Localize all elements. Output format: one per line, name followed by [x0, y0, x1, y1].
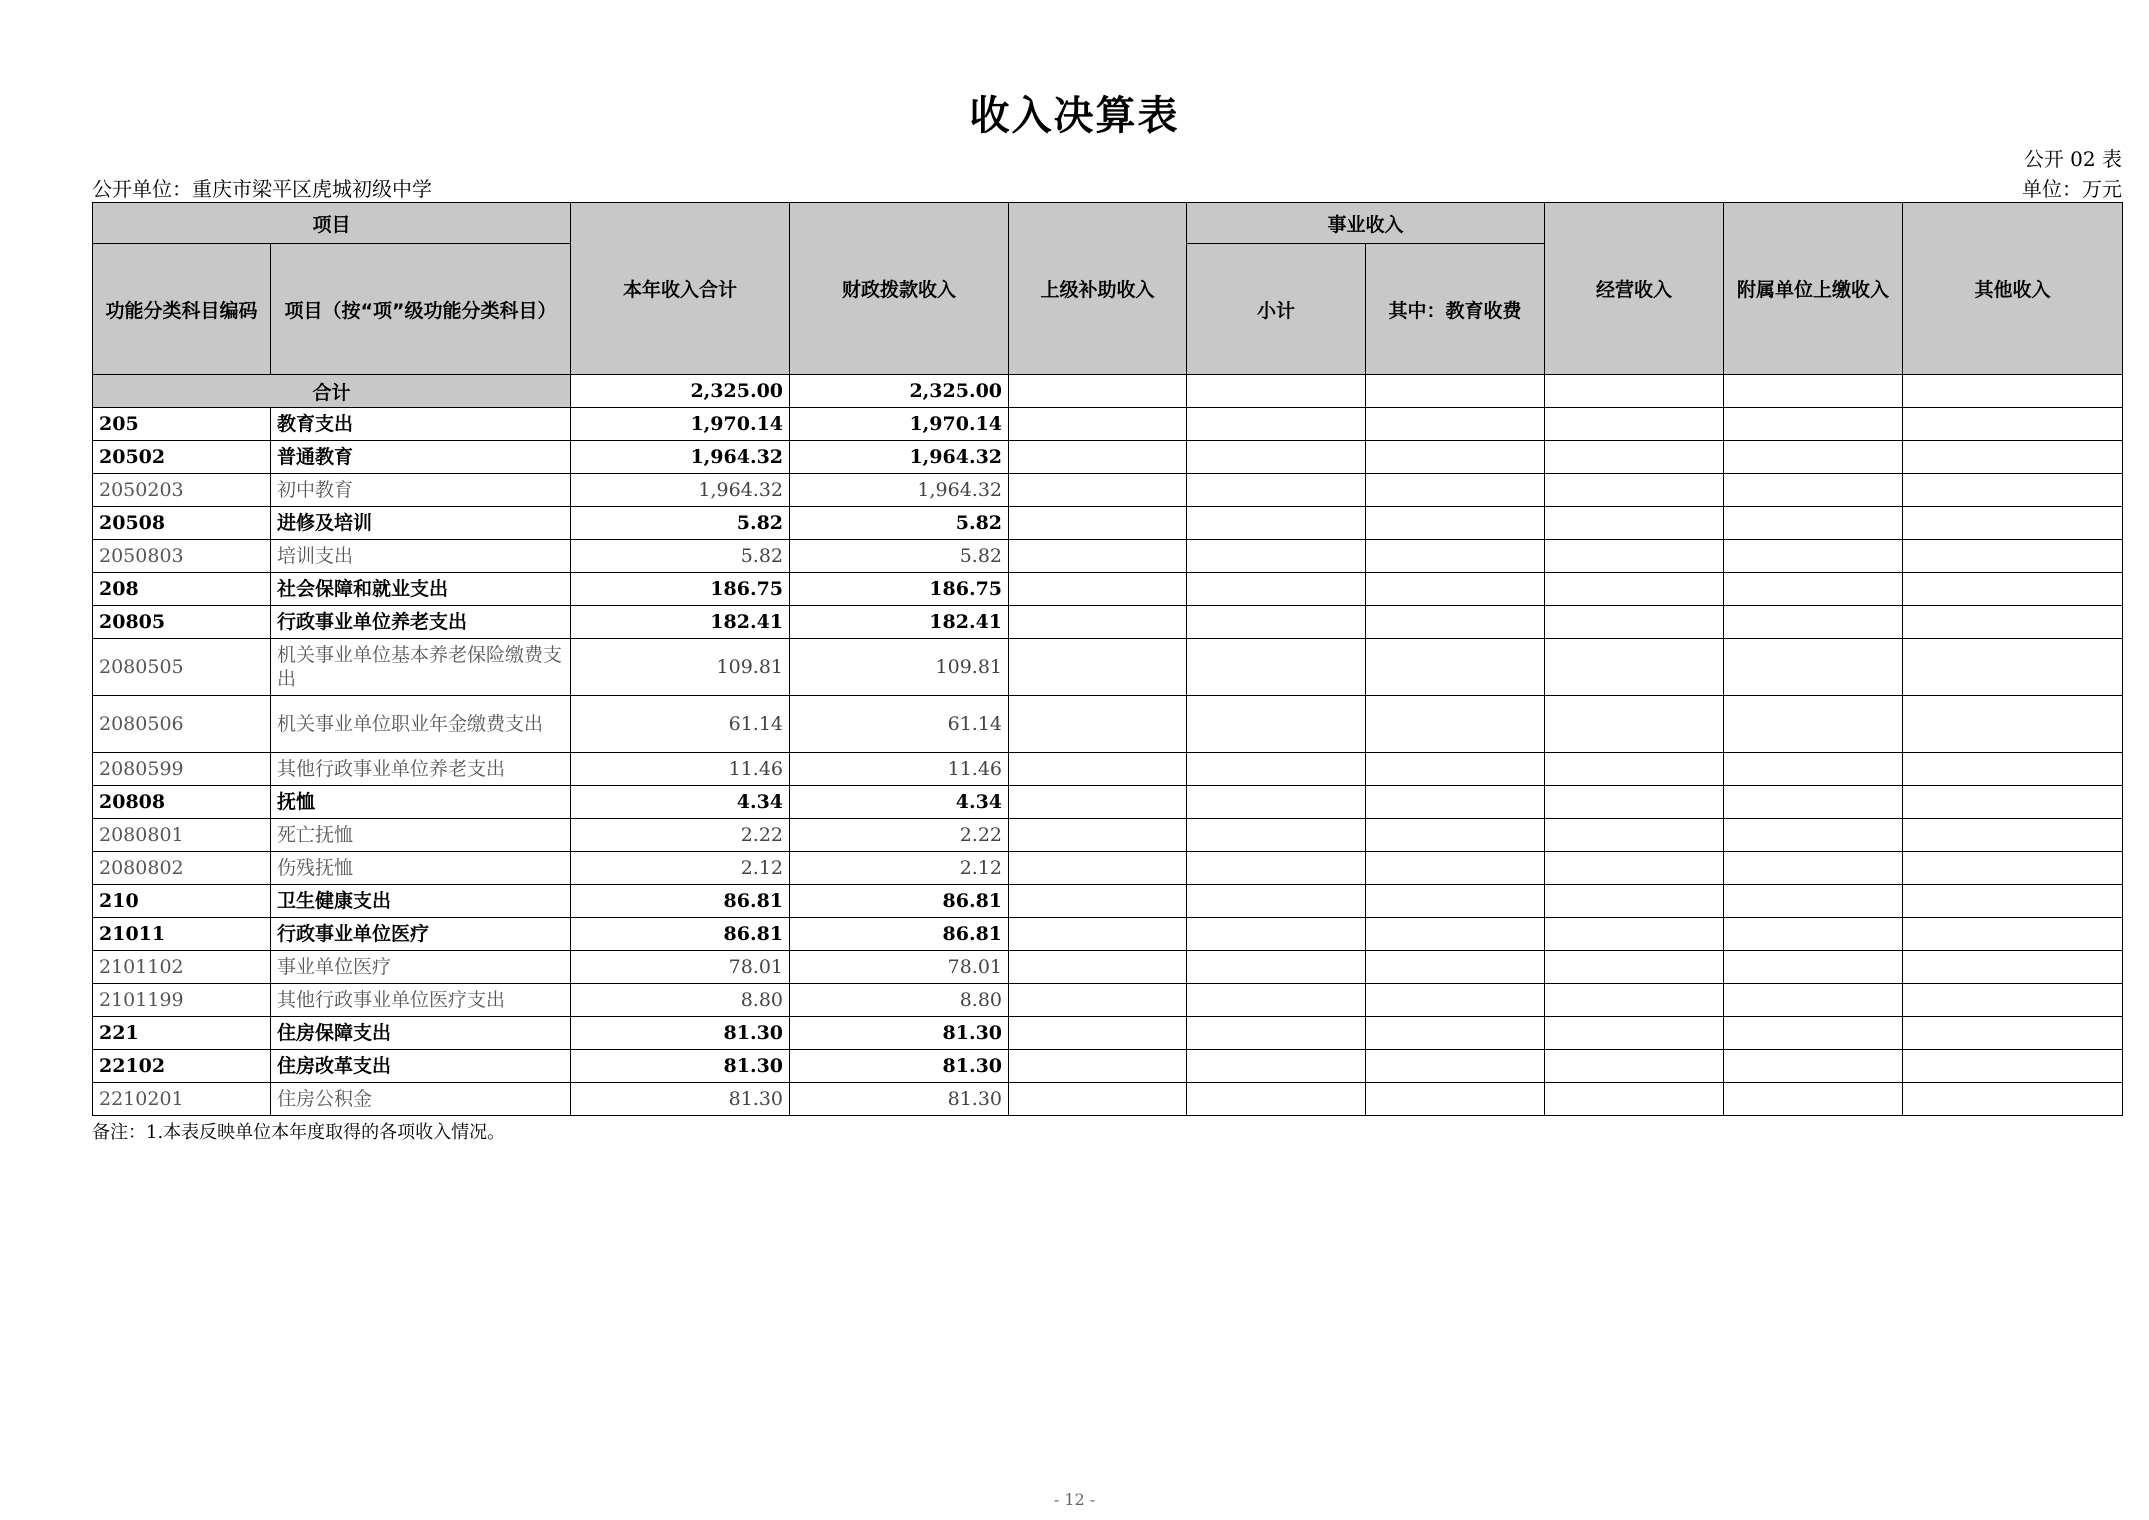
- row-name: 行政事业单位养老支出: [271, 606, 571, 639]
- row-code: 2050203: [93, 474, 271, 507]
- row-total-income: 186.75: [571, 573, 790, 606]
- cell-empty: [1903, 885, 2123, 918]
- cell-empty: [1903, 540, 2123, 573]
- cell-empty: [1545, 885, 1724, 918]
- row-total-income: 61.14: [571, 696, 790, 753]
- cell-empty: [1009, 507, 1187, 540]
- row-name: 住房改革支出: [271, 1050, 571, 1083]
- cell-empty: [1187, 696, 1366, 753]
- cell-empty: [1545, 540, 1724, 573]
- table-row: [93, 753, 2123, 786]
- cell-empty: [1724, 951, 1903, 984]
- cell-empty: [1724, 639, 1903, 696]
- cell-empty: [1903, 375, 2123, 408]
- row-name: 事业单位医疗: [271, 951, 571, 984]
- table-row: [93, 984, 2123, 1017]
- cell-empty: [1366, 474, 1545, 507]
- cell-empty: [1366, 408, 1545, 441]
- cell-empty: [1187, 984, 1366, 1017]
- table-row: [93, 918, 2123, 951]
- row-name: 进修及培训: [271, 507, 571, 540]
- unit-label: 单位：万元: [2022, 177, 2122, 201]
- row-total-income: 11.46: [571, 753, 790, 786]
- row-total-income: 5.82: [571, 540, 790, 573]
- cell-empty: [1366, 984, 1545, 1017]
- row-fiscal: 4.34: [790, 786, 1009, 819]
- cell-empty: [1187, 606, 1366, 639]
- cell-empty: [1366, 951, 1545, 984]
- row-total-income: 1,964.32: [571, 441, 790, 474]
- cell-empty: [1009, 918, 1187, 951]
- row-total-income: 81.30: [571, 1083, 790, 1116]
- row-name: 机关事业单位基本养老保险缴费支出: [271, 639, 571, 696]
- cell-empty: [1187, 507, 1366, 540]
- row-fiscal: 1,964.32: [790, 474, 1009, 507]
- row-total-income: 86.81: [571, 918, 790, 951]
- row-fiscal: 182.41: [790, 606, 1009, 639]
- row-code: 2101102: [93, 951, 271, 984]
- cell-empty: [1724, 918, 1903, 951]
- row-code: 208: [93, 573, 271, 606]
- row-fiscal: 8.80: [790, 984, 1009, 1017]
- row-name: 死亡抚恤: [271, 819, 571, 852]
- row-total-income: 81.30: [571, 1050, 790, 1083]
- header-other: 其他收入: [1903, 203, 2123, 375]
- cell-empty: [1366, 786, 1545, 819]
- cell-empty: [1187, 375, 1366, 408]
- cell-empty: [1724, 885, 1903, 918]
- cell-empty: [1903, 606, 2123, 639]
- row-fiscal: 2.22: [790, 819, 1009, 852]
- cell-empty: [1366, 696, 1545, 753]
- row-fiscal: 86.81: [790, 918, 1009, 951]
- row-fiscal: 61.14: [790, 696, 1009, 753]
- row-fiscal: 1,970.14: [790, 408, 1009, 441]
- row-code: 2080599: [93, 753, 271, 786]
- cell-empty: [1009, 441, 1187, 474]
- cell-empty: [1903, 753, 2123, 786]
- row-code: 20808: [93, 786, 271, 819]
- cell-empty: [1545, 753, 1724, 786]
- cell-empty: [1009, 852, 1187, 885]
- cell-empty: [1903, 1083, 2123, 1116]
- cell-empty: [1366, 918, 1545, 951]
- row-name: 伤残抚恤: [271, 852, 571, 885]
- row-total-income: 5.82: [571, 507, 790, 540]
- page-number: - 12 -: [1053, 1490, 1096, 1509]
- row-total-income: 182.41: [571, 606, 790, 639]
- cell-empty: [1545, 819, 1724, 852]
- cell-empty: [1903, 1017, 2123, 1050]
- cell-empty: [1545, 375, 1724, 408]
- cell-empty: [1724, 753, 1903, 786]
- cell-empty: [1903, 639, 2123, 696]
- row-total-income: 78.01: [571, 951, 790, 984]
- row-code: 20502: [93, 441, 271, 474]
- table-row: [93, 852, 2123, 885]
- cell-empty: [1366, 1083, 1545, 1116]
- cell-empty: [1903, 441, 2123, 474]
- cell-empty: [1366, 606, 1545, 639]
- cell-empty: [1545, 507, 1724, 540]
- cell-empty: [1009, 408, 1187, 441]
- row-name: 住房保障支出: [271, 1017, 571, 1050]
- row-total-income: 86.81: [571, 885, 790, 918]
- row-name: 教育支出: [271, 408, 571, 441]
- cell-empty: [1187, 573, 1366, 606]
- cell-empty: [1187, 639, 1366, 696]
- row-name: 社会保障和就业支出: [271, 573, 571, 606]
- cell-empty: [1187, 1017, 1366, 1050]
- cell-empty: [1366, 375, 1545, 408]
- cell-empty: [1009, 1083, 1187, 1116]
- row-total-income: 1,964.32: [571, 474, 790, 507]
- row-name: 行政事业单位医疗: [271, 918, 571, 951]
- row-code: 22102: [93, 1050, 271, 1083]
- row-fiscal: 81.30: [790, 1050, 1009, 1083]
- cell-empty: [1903, 819, 2123, 852]
- cell-empty: [1724, 606, 1903, 639]
- cell-empty: [1366, 852, 1545, 885]
- cell-empty: [1187, 786, 1366, 819]
- cell-empty: [1545, 786, 1724, 819]
- table-row: [93, 819, 2123, 852]
- table-row: [93, 786, 2123, 819]
- row-fiscal: 5.82: [790, 540, 1009, 573]
- cell-empty: [1545, 474, 1724, 507]
- table-row: [93, 408, 2123, 441]
- cell-empty: [1009, 984, 1187, 1017]
- cell-empty: [1724, 984, 1903, 1017]
- cell-empty: [1366, 1017, 1545, 1050]
- cell-empty: [1009, 819, 1187, 852]
- cell-empty: [1545, 984, 1724, 1017]
- row-fiscal: 86.81: [790, 885, 1009, 918]
- row-fiscal: 5.82: [790, 507, 1009, 540]
- row-name: 培训支出: [271, 540, 571, 573]
- cell-empty: [1903, 984, 2123, 1017]
- header-affiliated: 附属单位上缴收入: [1724, 203, 1903, 375]
- cell-empty: [1545, 573, 1724, 606]
- row-fiscal: 2.12: [790, 852, 1009, 885]
- row-name: 其他行政事业单位医疗支出: [271, 984, 571, 1017]
- cell-empty: [1724, 375, 1903, 408]
- row-code: 2080801: [93, 819, 271, 852]
- cell-empty: [1724, 573, 1903, 606]
- total-fiscal-value: 2,325.00: [790, 375, 1009, 408]
- row-fiscal: 81.30: [790, 1083, 1009, 1116]
- row-fiscal: 109.81: [790, 639, 1009, 696]
- row-code: 210: [93, 885, 271, 918]
- cell-empty: [1366, 753, 1545, 786]
- table-row: [93, 1017, 2123, 1050]
- cell-empty: [1009, 786, 1187, 819]
- row-code: 20508: [93, 507, 271, 540]
- row-code: 221: [93, 1017, 271, 1050]
- cell-empty: [1903, 1050, 2123, 1083]
- org-label: 公开单位：重庆市梁平区虎城初级中学: [92, 177, 432, 201]
- row-fiscal: 81.30: [790, 1017, 1009, 1050]
- table-row: [93, 951, 2123, 984]
- cell-empty: [1366, 885, 1545, 918]
- cell-empty: [1187, 441, 1366, 474]
- table-row: [93, 474, 2123, 507]
- cell-empty: [1009, 540, 1187, 573]
- cell-empty: [1187, 753, 1366, 786]
- cell-empty: [1903, 951, 2123, 984]
- cell-empty: [1187, 1050, 1366, 1083]
- cell-empty: [1545, 606, 1724, 639]
- cell-empty: [1366, 639, 1545, 696]
- row-fiscal: 78.01: [790, 951, 1009, 984]
- cell-empty: [1009, 1017, 1187, 1050]
- row-code: 2210201: [93, 1083, 271, 1116]
- cell-empty: [1187, 852, 1366, 885]
- cell-empty: [1903, 573, 2123, 606]
- header-project: 项目: [93, 203, 571, 244]
- cell-empty: [1187, 540, 1366, 573]
- cell-empty: [1009, 951, 1187, 984]
- row-code: 20805: [93, 606, 271, 639]
- header-fiscal: 财政拨款收入: [790, 203, 1009, 375]
- header-total-income: 本年收入合计: [571, 203, 790, 375]
- row-code: 2080802: [93, 852, 271, 885]
- cell-empty: [1724, 786, 1903, 819]
- table-row: [93, 606, 2123, 639]
- cell-empty: [1724, 1083, 1903, 1116]
- header-subtotal: 小计: [1187, 244, 1366, 375]
- cell-empty: [1187, 474, 1366, 507]
- cell-empty: [1009, 696, 1187, 753]
- cell-empty: [1545, 441, 1724, 474]
- cell-empty: [1009, 606, 1187, 639]
- cell-empty: [1187, 885, 1366, 918]
- row-total-income: 1,970.14: [571, 408, 790, 441]
- row-code: 21011: [93, 918, 271, 951]
- cell-empty: [1903, 918, 2123, 951]
- row-code: 2050803: [93, 540, 271, 573]
- row-total-income: 109.81: [571, 639, 790, 696]
- cell-empty: [1724, 540, 1903, 573]
- table-code: 公开 02 表: [2023, 147, 2122, 171]
- table-row: [93, 885, 2123, 918]
- header-business-group: 事业收入: [1187, 203, 1545, 244]
- row-total-income: 8.80: [571, 984, 790, 1017]
- row-name: 卫生健康支出: [271, 885, 571, 918]
- row-name: 初中教育: [271, 474, 571, 507]
- cell-empty: [1545, 852, 1724, 885]
- cell-empty: [1545, 951, 1724, 984]
- cell-empty: [1903, 786, 2123, 819]
- cell-empty: [1724, 507, 1903, 540]
- header-code: 功能分类科目编码: [93, 244, 271, 375]
- cell-empty: [1009, 1050, 1187, 1083]
- cell-empty: [1724, 1050, 1903, 1083]
- cell-empty: [1366, 507, 1545, 540]
- cell-empty: [1724, 474, 1903, 507]
- cell-empty: [1903, 696, 2123, 753]
- row-total-income: 4.34: [571, 786, 790, 819]
- cell-empty: [1009, 885, 1187, 918]
- row-code: 2101199: [93, 984, 271, 1017]
- cell-empty: [1366, 441, 1545, 474]
- cell-empty: [1724, 819, 1903, 852]
- row-code: 2080505: [93, 639, 271, 696]
- total-row: [93, 375, 2123, 408]
- cell-empty: [1724, 1017, 1903, 1050]
- cell-empty: [1187, 951, 1366, 984]
- cell-empty: [1903, 474, 2123, 507]
- row-name: 普通教育: [271, 441, 571, 474]
- row-fiscal: 1,964.32: [790, 441, 1009, 474]
- cell-empty: [1903, 507, 2123, 540]
- cell-empty: [1724, 852, 1903, 885]
- cell-empty: [1009, 753, 1187, 786]
- header-operating: 经营收入: [1545, 203, 1724, 375]
- table-row: [93, 696, 2123, 753]
- page-title: 收入决算表: [969, 93, 1180, 139]
- table-row: [93, 507, 2123, 540]
- row-fiscal: 186.75: [790, 573, 1009, 606]
- cell-empty: [1545, 1050, 1724, 1083]
- cell-empty: [1366, 1050, 1545, 1083]
- income-table: [92, 202, 2123, 1116]
- cell-empty: [1366, 819, 1545, 852]
- table-row: [93, 573, 2123, 606]
- cell-empty: [1009, 375, 1187, 408]
- cell-empty: [1724, 696, 1903, 753]
- cell-empty: [1545, 1083, 1724, 1116]
- cell-empty: [1009, 474, 1187, 507]
- table-row: [93, 540, 2123, 573]
- row-name: 住房公积金: [271, 1083, 571, 1116]
- cell-empty: [1187, 408, 1366, 441]
- cell-empty: [1545, 639, 1724, 696]
- header-edu-fee: 其中：教育收费: [1366, 244, 1545, 375]
- cell-empty: [1545, 918, 1724, 951]
- cell-empty: [1724, 408, 1903, 441]
- cell-empty: [1187, 1083, 1366, 1116]
- cell-empty: [1009, 573, 1187, 606]
- row-total-income: 2.22: [571, 819, 790, 852]
- row-code: 2080506: [93, 696, 271, 753]
- row-code: 205: [93, 408, 271, 441]
- cell-empty: [1009, 639, 1187, 696]
- table-row: [93, 639, 2123, 696]
- cell-empty: [1366, 540, 1545, 573]
- header-name: 项目（按“项”级功能分类科目）: [271, 244, 571, 375]
- row-total-income: 2.12: [571, 852, 790, 885]
- table-row: [93, 441, 2123, 474]
- row-name: 其他行政事业单位养老支出: [271, 753, 571, 786]
- row-fiscal: 11.46: [790, 753, 1009, 786]
- cell-empty: [1545, 1017, 1724, 1050]
- total-income-value: 2,325.00: [571, 375, 790, 408]
- cell-empty: [1724, 441, 1903, 474]
- total-label: 合计: [93, 375, 571, 408]
- row-name: 机关事业单位职业年金缴费支出: [271, 696, 571, 753]
- cell-empty: [1903, 852, 2123, 885]
- cell-empty: [1545, 696, 1724, 753]
- table-row: [93, 1050, 2123, 1083]
- table-row: [93, 1083, 2123, 1116]
- row-total-income: 81.30: [571, 1017, 790, 1050]
- cell-empty: [1366, 573, 1545, 606]
- cell-empty: [1187, 918, 1366, 951]
- table-note: 备注：1.本表反映单位本年度取得的各项收入情况。: [92, 1122, 506, 1143]
- cell-empty: [1903, 408, 2123, 441]
- row-name: 抚恤: [271, 786, 571, 819]
- cell-empty: [1545, 408, 1724, 441]
- cell-empty: [1187, 819, 1366, 852]
- header-superior: 上级补助收入: [1009, 203, 1187, 375]
